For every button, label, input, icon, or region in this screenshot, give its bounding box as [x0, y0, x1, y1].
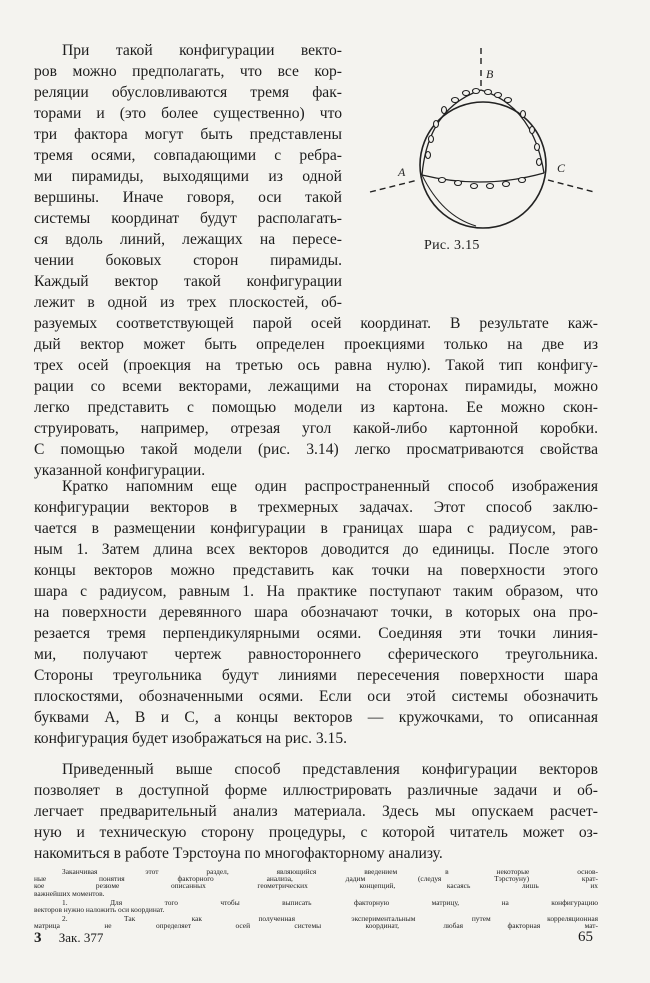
text-line: конфигурации векторов в трехмерных задачах. Этот способ заклю- [34, 499, 598, 516]
text-line: С помощью такой модели (рис. 3.14) легко просматриваются свойства [34, 441, 598, 458]
vector-end-point [429, 136, 434, 143]
text-line: ми пирамиды, выходящими из одной [34, 168, 342, 185]
text-line: При такой конфигурации векто- [62, 42, 342, 59]
text-line: Заканчивая этот раздел, являющийся введением в некоторые основ- [62, 867, 598, 876]
text-line: струировать, например, отрезая угол какой-либо картонной коробки. [34, 420, 598, 437]
axis-c-line [548, 180, 594, 192]
order-text: Зак. 377 [58, 930, 104, 945]
vector-end-point [519, 178, 526, 183]
text-line: плоскостями, обозначенными осями. Если оси этой системы обозначить [34, 688, 598, 705]
text-line: чается в размещении конфигурации в границах шара с радиусом, рав- [34, 520, 598, 537]
lower-paragraphs [34, 866, 598, 930]
text-line: позволяет в доступной форме иллюстрировать различные задачи и об- [34, 782, 598, 799]
vector-end-point [521, 111, 526, 118]
vector-end-point [495, 93, 502, 98]
vector-end-point [471, 184, 478, 189]
page-footer-signature [34, 930, 103, 947]
text-line: тремя осями, совпадающими с ребра- [34, 147, 342, 164]
text-line: легко представить с помощью модели из картона. Ее можно скон- [34, 399, 598, 416]
text-line: трех осей (проекция на третью ось равна нулю). Такой тип конфигу- [34, 357, 598, 374]
text-line: 1. Для того чтобы выписать факторную матрицу, на конфигурацию [62, 897, 598, 907]
text-line: реляции обусловливаются тремя фак- [34, 84, 342, 101]
text-line: концы векторов можно представить как точки на поверхности этого [34, 562, 598, 579]
text-line: чении боковых сторон пирамиды. [34, 252, 342, 269]
text-line: кое резюме описанных геометрических концепций, касаясь лишь их [34, 881, 598, 891]
vector-end-circles [426, 89, 542, 189]
axis-a-line [370, 180, 418, 192]
vector-end-point [485, 90, 492, 95]
text-line: три фактора могут быть представлены [34, 126, 342, 143]
paragraph-3 [34, 759, 598, 864]
text-line: Каждый вектор такой конфигурации [34, 273, 342, 290]
vector-end-point [537, 159, 542, 166]
vector-end-point [434, 121, 439, 128]
text-line: на поверхности деревянного шара обозначают точки, в которых она про- [34, 604, 598, 621]
paragraph-1-continuation [34, 313, 598, 481]
vector-end-point [503, 182, 510, 187]
text-line: шара с радиусом, равным 1. На практике поступают таким образом, что [34, 583, 598, 600]
vector-end-point [426, 152, 431, 159]
text-line: указанной конфигурации. [34, 462, 206, 479]
text-line: резается тремя перпендикулярными осями. Соединяя эти точки линия- [34, 625, 598, 642]
vector-end-point [442, 107, 447, 114]
text-line: конфигурация будет изображаться на рис. 3.15. [34, 730, 348, 747]
text-line: вершины. Иначе говоря, оси такой [34, 189, 342, 206]
vector-end-point [463, 91, 470, 96]
text-line: Приведенный выше способ представления конфигурации векторов [62, 761, 598, 778]
vector-end-point [535, 144, 540, 151]
text-line: 2. Так как полученная экспериментальным путем корреляционная [62, 914, 598, 924]
paragraph-6 [34, 915, 598, 929]
text-line: Стороны треугольника будут линиями пересечения поверхности шара [34, 667, 598, 684]
text-line: буквами А, В и С, а концы векторов — кружочками, то описанная [34, 709, 598, 726]
text-line: ся вдоль линий, лежащих на пересе- [34, 231, 342, 248]
paragraph-wrapped-intro [34, 40, 342, 313]
text-line: ров можно предполагать, что все кор- [34, 63, 342, 80]
vector-end-point [530, 127, 535, 134]
figure-caption: Рис. 3.15 [424, 238, 480, 253]
text-line: торами и (это более существенно) что [34, 105, 342, 122]
text-line: ми, получают чертеж равностороннего сферического треугольника. [34, 646, 598, 663]
paragraph-5 [34, 899, 598, 913]
label-b: В [486, 67, 494, 81]
vector-end-point [439, 178, 446, 183]
text-line: ным 1. Затем длина всех векторов доводится до единицы. После этого [34, 541, 598, 558]
label-c: С [557, 161, 566, 175]
signature-number: 3 [34, 930, 42, 946]
vector-end-point [452, 98, 459, 103]
paragraph-4 [34, 868, 598, 897]
vector-end-point [473, 89, 480, 94]
paragraph-2 [34, 476, 598, 749]
text-line: рации со всеми векторами, лежащими на сторонах пирамиды, можно [34, 378, 598, 395]
label-a: А [398, 165, 406, 179]
text-line: лежит в одной из трех плоскостей, об- [34, 294, 342, 311]
vector-end-point [505, 98, 512, 103]
text-line: накомиться в работе Тэрстоуна по многофакторному анализу. [34, 845, 443, 862]
text-line: Кратко напомним еще один распространенный способ изображения [62, 478, 598, 495]
vector-end-point [455, 181, 462, 186]
text-line: важнейших моментов. [34, 888, 105, 898]
vector-end-point [487, 184, 494, 189]
text-line: векторов нужно наложить оси координат. [34, 905, 165, 915]
text-line: легчает предварительный анализ материала. Здесь мы опускаем расчет- [34, 803, 598, 820]
page-number: 65 [578, 929, 593, 945]
text-line: матрица не определяет осей системы координат, любая факторная мат- [34, 921, 598, 931]
text-line: дый вектор может быть определен проекциями только на две из [34, 336, 598, 353]
text-line: ную и техническую сторону процедуры, с которой читатель может оз- [34, 824, 598, 841]
figure-3-15-sphere [358, 40, 608, 270]
text-line: разуемых соответствующей парой осей координат. В результате каж- [34, 315, 598, 332]
text-line: ные понятия факторного анализа, дадим (следуя Тэрстоуну) крат- [34, 874, 598, 884]
text-line: системы координат будут располагать- [34, 210, 342, 227]
